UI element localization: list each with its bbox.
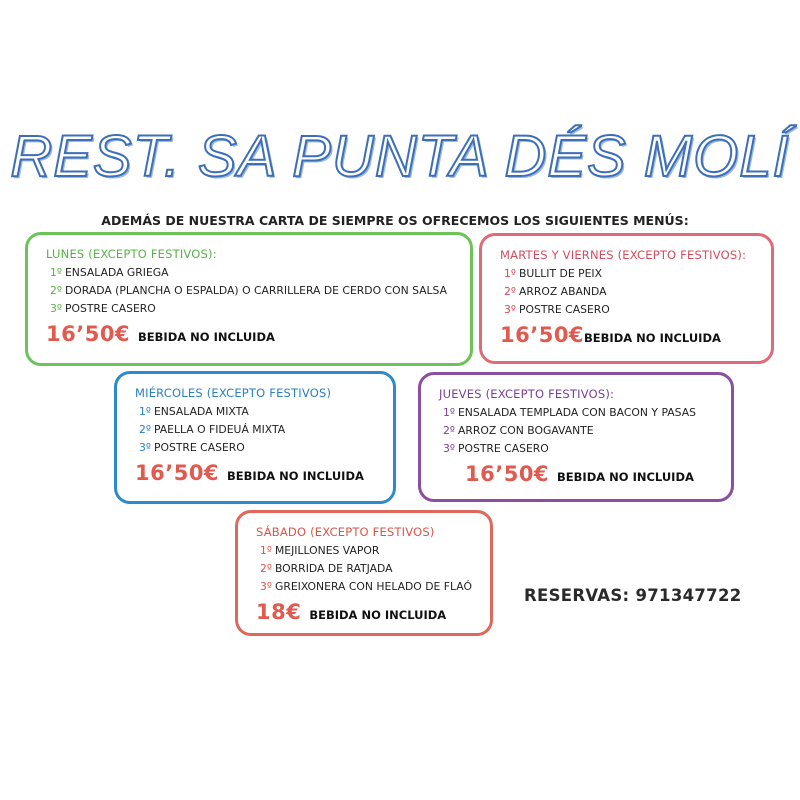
course-name: BULLIT DE PEIX bbox=[518, 267, 603, 280]
course-name: ARROZ CON BOGAVANTE bbox=[457, 424, 594, 437]
menu-price: 18€ bbox=[256, 600, 302, 624]
price-row bbox=[135, 461, 379, 485]
menu-course-item bbox=[139, 404, 379, 419]
menu-day-title: MARTES Y VIERNES (EXCEPTO FESTIVOS): bbox=[500, 248, 747, 262]
course-name: MEJILLONES VAPOR bbox=[274, 544, 380, 557]
drink-note: BEBIDA NO INCLUIDA bbox=[309, 608, 447, 622]
menus-intro: ADEMÁS DE NUESTRA CARTA DE SIEMPRE OS OFRECEMOS LOS SIGUIENTES MENÚS: bbox=[101, 213, 689, 228]
course-number: 1º bbox=[443, 406, 455, 419]
menu-price: 16’50€ bbox=[135, 461, 220, 485]
price-row bbox=[46, 322, 456, 346]
course-number: 3º bbox=[139, 441, 151, 454]
menu-course-item bbox=[50, 265, 456, 280]
drink-note: BEBIDA NO INCLUIDA bbox=[227, 469, 364, 483]
menu-card-lunes bbox=[25, 232, 473, 366]
menu-course-list bbox=[46, 265, 456, 316]
menu-course-item bbox=[50, 301, 456, 316]
menu-card-miercoles bbox=[114, 371, 396, 504]
course-name: ENSALADA MIXTA bbox=[153, 405, 249, 418]
menu-day-title: MIÉRCOLES (EXCEPTO FESTIVOS) bbox=[135, 386, 332, 400]
course-name: DORADA (PLANCHA O ESPALDA) O CARRILLERA DE CERDO CON SALSA bbox=[64, 284, 447, 297]
menu-course-list bbox=[500, 266, 757, 317]
menu-course-item bbox=[443, 405, 717, 420]
course-number: 1º bbox=[50, 266, 62, 279]
menu-card-jueves bbox=[418, 372, 734, 502]
course-number: 2º bbox=[504, 285, 516, 298]
course-number: 2º bbox=[443, 424, 455, 437]
course-number: 3º bbox=[504, 303, 516, 316]
drink-note: BEBIDA NO INCLUIDA bbox=[584, 331, 721, 345]
course-number: 1º bbox=[260, 544, 272, 557]
drink-note: BEBIDA NO INCLUIDA bbox=[138, 330, 275, 344]
menu-course-item bbox=[504, 284, 757, 299]
reservation-phone: RESERVAS: 971347722 bbox=[524, 586, 742, 605]
course-name: POSTRE CASERO bbox=[518, 303, 610, 316]
course-number: 2º bbox=[50, 284, 62, 297]
menu-price: 16’50€ bbox=[465, 462, 550, 486]
menu-course-item bbox=[443, 423, 717, 438]
course-number: 2º bbox=[260, 562, 272, 575]
price-row bbox=[256, 600, 476, 624]
menu-course-item bbox=[50, 283, 456, 298]
menu-course-list bbox=[256, 543, 476, 594]
course-name: POSTRE CASERO bbox=[457, 442, 549, 455]
menu-course-item bbox=[504, 266, 757, 281]
menu-price: 16’50€ bbox=[46, 322, 131, 346]
course-name: BORRIDA DE RATJADA bbox=[274, 562, 393, 575]
drink-note: BEBIDA NO INCLUIDA bbox=[557, 470, 694, 484]
course-name: POSTRE CASERO bbox=[153, 441, 245, 454]
course-number: 3º bbox=[50, 302, 62, 315]
course-number: 2º bbox=[139, 423, 151, 436]
menu-course-item bbox=[504, 302, 757, 317]
course-name: ENSALADA GRIEGA bbox=[64, 266, 169, 279]
course-name: PAELLA O FIDEUÁ MIXTA bbox=[153, 423, 286, 436]
price-row bbox=[439, 462, 717, 486]
menu-course-list bbox=[439, 405, 717, 456]
menu-card-martes-viernes bbox=[479, 233, 774, 364]
menu-course-item bbox=[443, 441, 717, 456]
menu-card-sabado bbox=[235, 510, 493, 636]
course-name: POSTRE CASERO bbox=[64, 302, 156, 315]
course-name: GREIXONERA CON HELADO DE FLAÓ bbox=[274, 580, 472, 593]
course-number: 3º bbox=[260, 580, 272, 593]
course-number: 3º bbox=[443, 442, 455, 455]
menu-price: 16’50€ bbox=[500, 323, 585, 347]
menu-course-list bbox=[135, 404, 379, 455]
price-row bbox=[500, 323, 757, 347]
menu-course-item bbox=[260, 543, 476, 558]
menu-day-title: JUEVES (EXCEPTO FESTIVOS): bbox=[439, 387, 615, 401]
course-name: ENSALADA TEMPLADA CON BACON Y PASAS bbox=[457, 406, 696, 419]
course-number: 1º bbox=[139, 405, 151, 418]
course-name: ARROZ ABANDA bbox=[518, 285, 607, 298]
menu-course-item bbox=[139, 422, 379, 437]
menu-course-item bbox=[260, 561, 476, 576]
menu-day-title: SÁBADO (EXCEPTO FESTIVOS) bbox=[256, 525, 435, 539]
menu-day-title: LUNES (EXCEPTO FESTIVOS): bbox=[46, 247, 217, 261]
course-number: 1º bbox=[504, 267, 516, 280]
restaurant-title: REST. SA PUNTA DÉS MOLÍ bbox=[10, 124, 790, 189]
menu-course-item bbox=[260, 579, 476, 594]
menu-course-item bbox=[139, 440, 379, 455]
